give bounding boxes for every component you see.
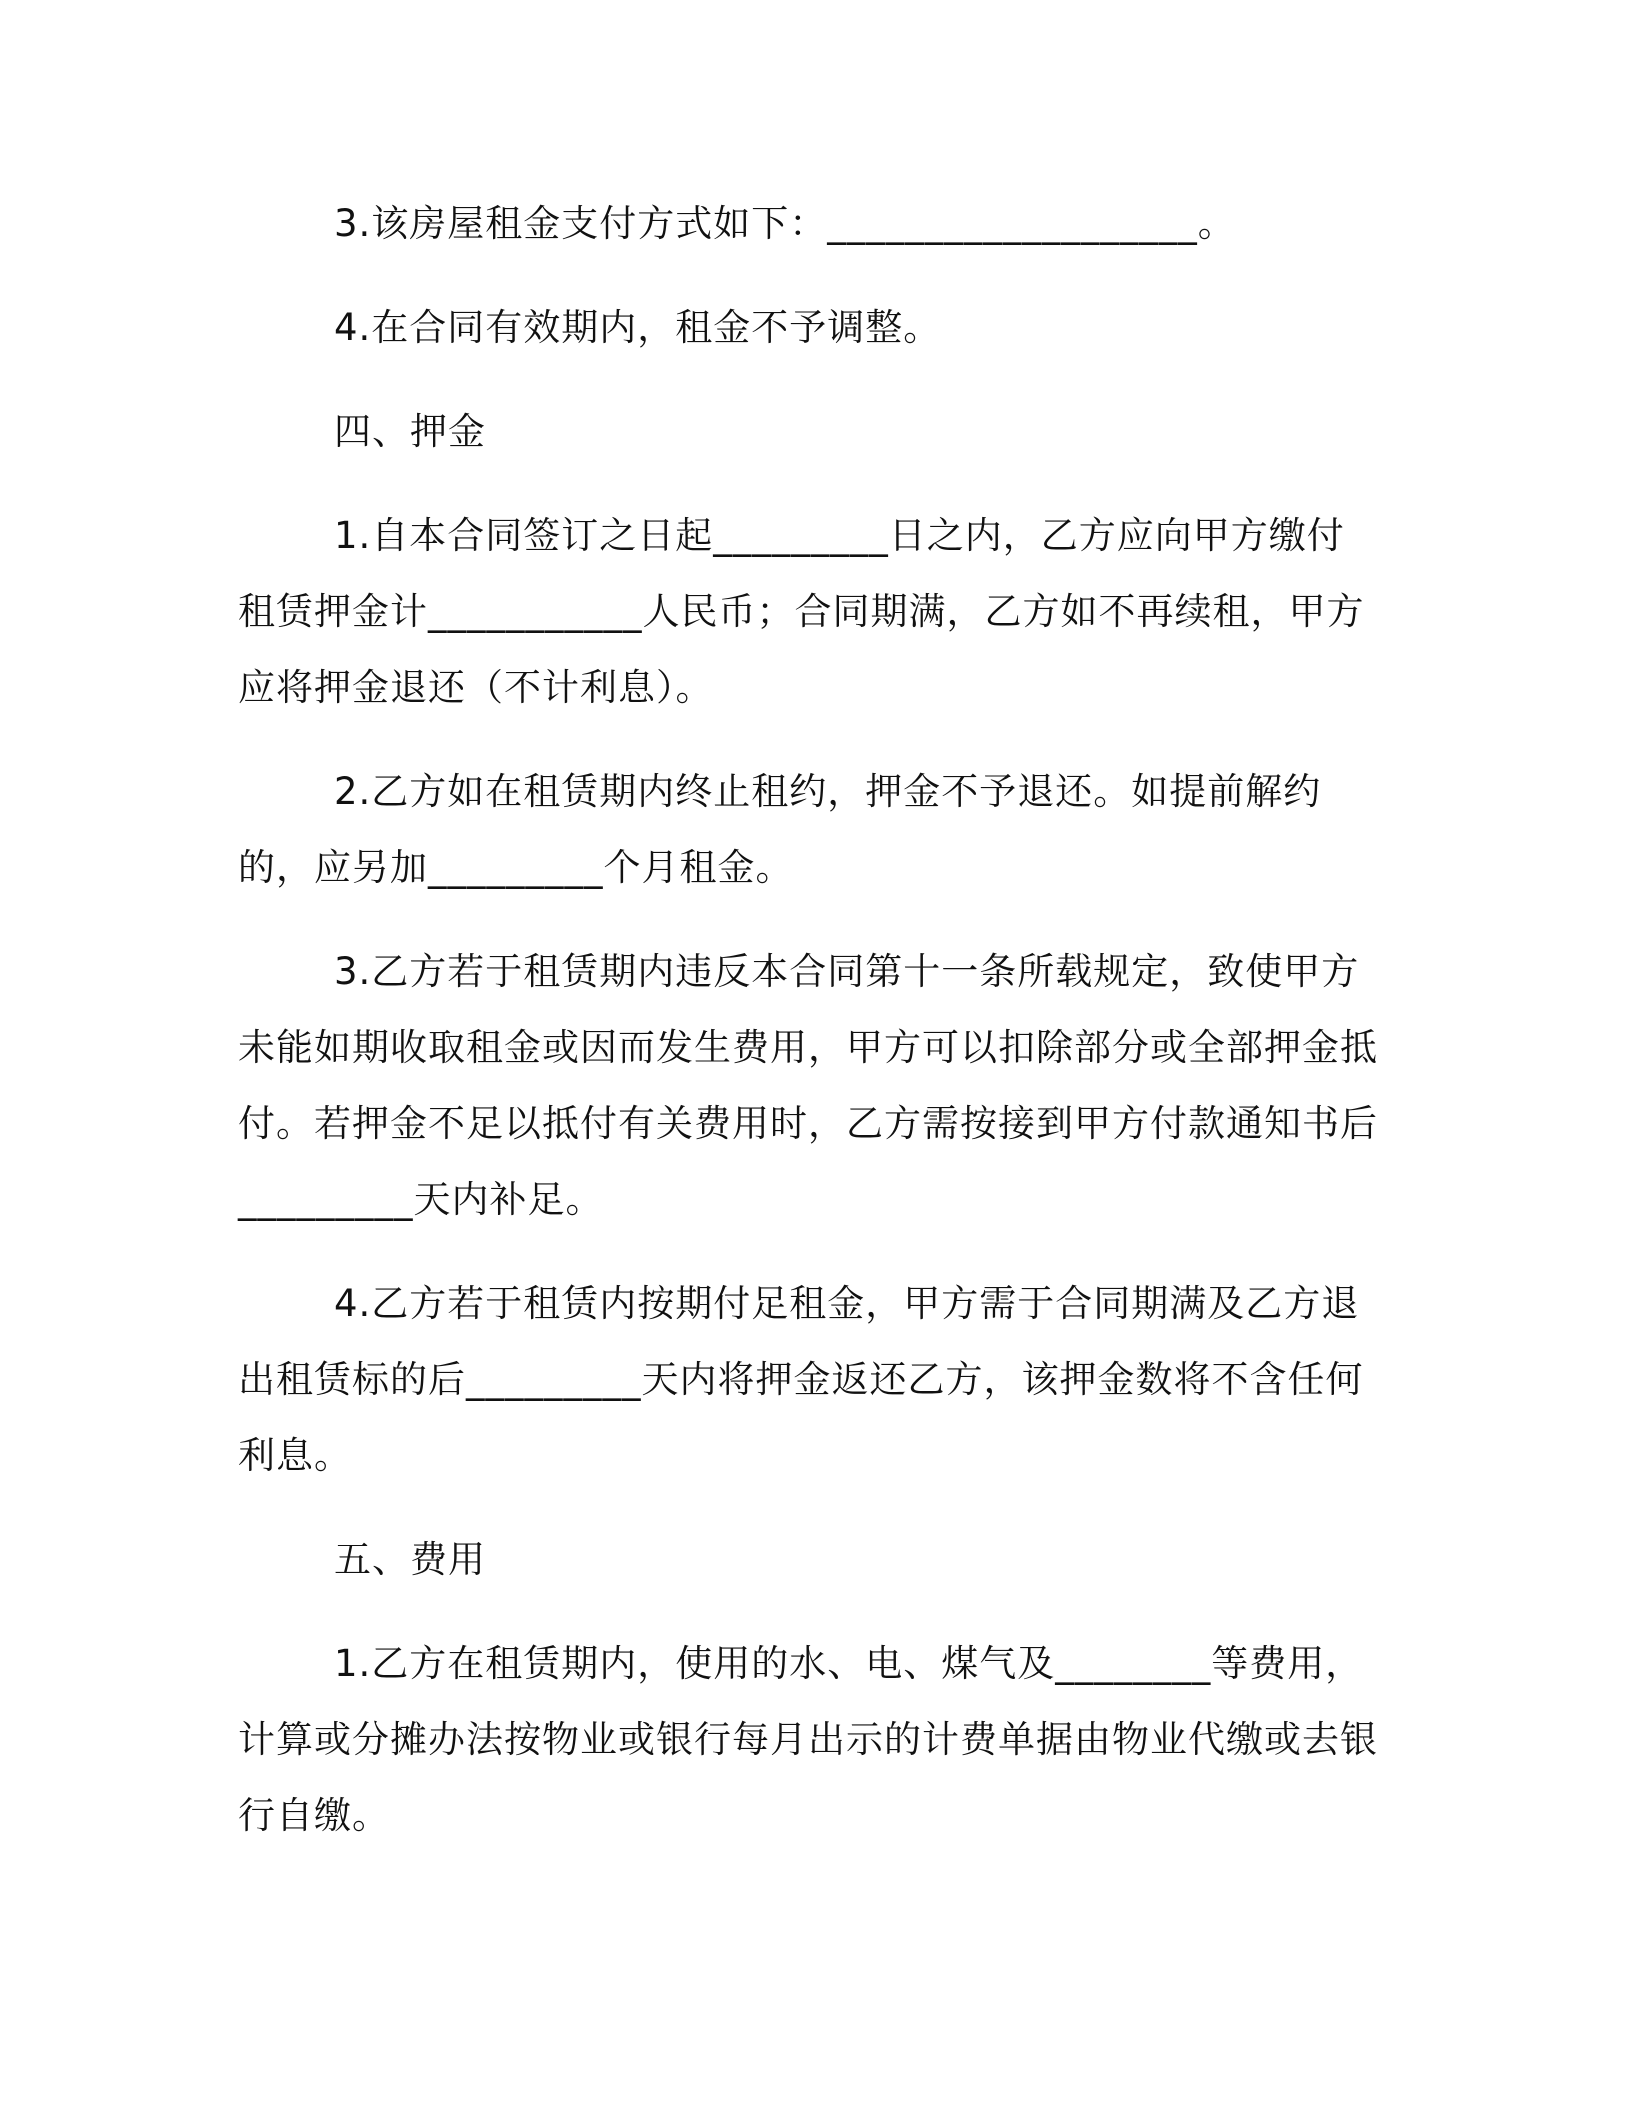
- clause-deposit-2: 2.乙方如在租赁期内终止租约，押金不予退还。如提前解约的，应另加_________个月租金。: [238, 770, 1322, 889]
- document-body: [238, 186, 1378, 1854]
- clause-rent-payment-method: 3.该房屋租金支付方式如下：___________________。: [334, 202, 1236, 245]
- clause-deposit-3: 3.乙方若于租赁期内违反本合同第十一条所载规定，致使甲方未能如期收取租金或因而发生费用，甲方可以扣除部分或全部押金抵付。若押金不足以抵付有关费用时，乙方需按接到甲方付款通知书后_________天内补足。: [238, 950, 1378, 1221]
- clause-deposit-4: 4.乙方若于租赁内按期付足租金，甲方需于合同期满及乙方退出租赁标的后_________天内将押金返还乙方，该押金数将不含任何利息。: [238, 1282, 1364, 1477]
- clause-fees-1: 1.乙方在租赁期内，使用的水、电、煤气及________等费用，计算或分摊办法按物业或银行每月出示的计费单据由物业代缴或去银行自缴。: [238, 1642, 1378, 1837]
- clause-deposit-1: 1.自本合同签订之日起_________日之内，乙方应向甲方缴付租赁押金计___________人民币；合同期满，乙方如不再续租，甲方应将押金退还（不计利息）。: [238, 514, 1365, 709]
- section-heading-deposit: 四、押金: [334, 410, 486, 453]
- section-heading-fees: 五、费用: [334, 1538, 486, 1581]
- clause-rent-no-adjustment: 4.在合同有效期内，租金不予调整。: [334, 306, 942, 349]
